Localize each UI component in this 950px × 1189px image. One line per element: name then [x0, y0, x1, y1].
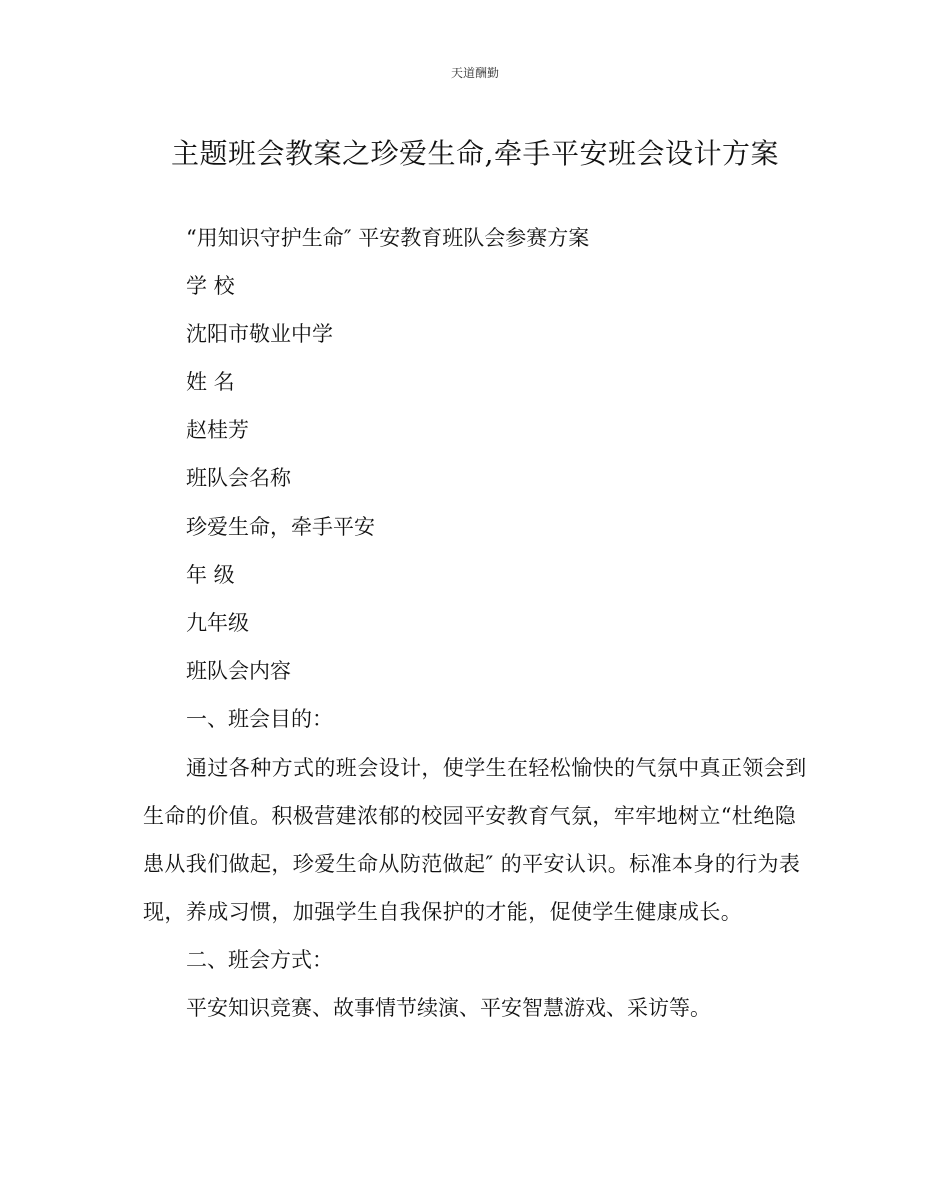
document-subtitle: “用知识守护生命″ 平安教育班队会参赛方案: [186, 226, 590, 250]
section2-body: 平安知识竞赛、故事情节续演、平安智慧游戏、采访等。: [186, 996, 711, 1020]
section1-body: 通过各种方式的班会设计，使学生在轻松愉快的气氛中真正领会到生命的价值。积极营建浓郁的校园平安教育气氛，牢牢地树立“杜绝隐患从我们做起，珍爱生命从防范做起″ 的平安认识。标准本身的行为表现，养成习惯，加强学生自我保护的才能，促使学生健康成长。: [143, 756, 807, 924]
document-title: 主题班会教案之珍爱生命,牵手平安班会设计方案: [171, 137, 779, 170]
page-header: 天道酬勤: [450, 66, 499, 80]
field-value-meeting-name: 珍爱生命，牵手平安: [186, 515, 375, 539]
field-value-school: 沈阳市敬业中学: [186, 322, 333, 346]
field-label-school: 学 校: [186, 274, 235, 298]
content-label: 班队会内容: [186, 659, 291, 683]
field-value-name: 赵桂芳: [186, 418, 249, 442]
field-label-meeting-name: 班队会名称: [186, 466, 291, 490]
field-label-name: 姓 名: [186, 370, 235, 394]
section2-heading: 二、班会方式：: [186, 948, 333, 972]
section1-heading: 一、班会目的：: [186, 707, 333, 731]
field-value-grade: 九年级: [186, 611, 249, 635]
field-label-grade: 年 级: [186, 563, 235, 587]
